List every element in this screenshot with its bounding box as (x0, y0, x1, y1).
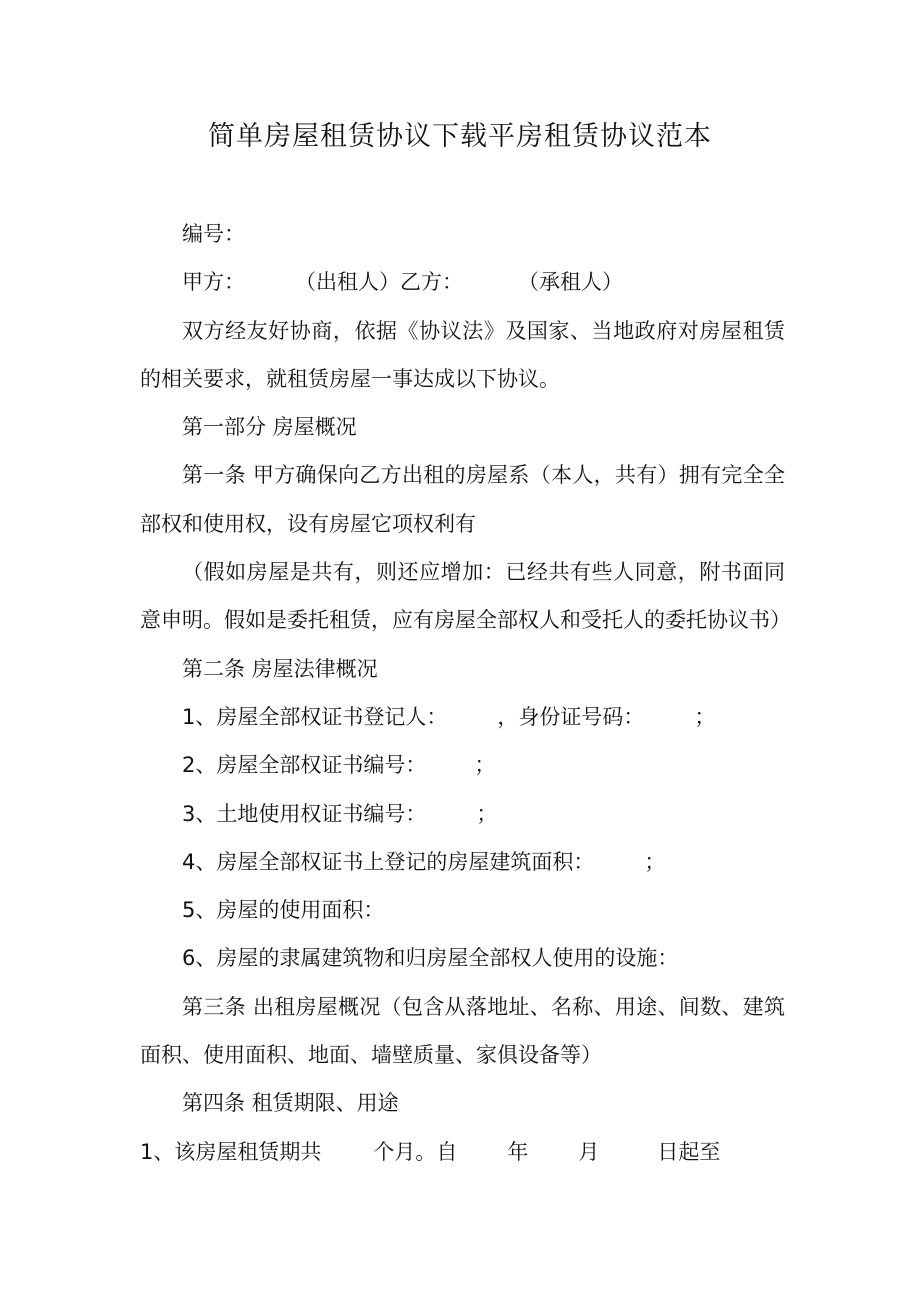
item6-line (140, 934, 785, 982)
article1-paragraph: 第一条 甲方确保向乙方出租的房屋系（本人，共有）拥有完全全部权和使用权，设有房屋它项权利有 (140, 463, 785, 536)
item5-label: 5、房屋的使用面积： (182, 898, 385, 923)
article3-paragraph: 第三条 出租房屋概况（包含从落地址、名称、用途、间数、建筑面积、使用面积、地面、墙壁质量、家俱设备等） (140, 994, 785, 1068)
intro-paragraph: 双方经友好协商，依据《协议法》及国家、当地政府对房屋租赁的相关要求，就租赁房屋一事达成以下协议。 (140, 318, 785, 391)
item1-label: 1、房屋全部权证书登记人： (182, 704, 448, 729)
item4-line (140, 838, 785, 886)
item6-label: 6、房屋的隶属建筑物和归房屋全部权人使用的设施： (182, 946, 679, 971)
document-body (140, 210, 791, 1176)
party-b-role: （承租人） (518, 270, 623, 295)
party-a-role: （出租人）乙方： (295, 270, 463, 295)
term-months: 个月。自 (373, 1139, 458, 1164)
article1-note: （假如房屋是共有，则还应增加：已经共有些人同意，附书面同意申明。假如是委托租赁，应有房屋全部权人和受托人的委托协议书） (140, 560, 791, 633)
item1-end: ； (694, 704, 716, 729)
term-prefix: 1、该房屋租赁期共 (140, 1139, 322, 1164)
article4-heading: 第四条 租赁期限、用途 (182, 1091, 399, 1116)
item2-end: ； (474, 753, 496, 778)
term-day-to: 日起至 (657, 1139, 721, 1164)
parties-line (140, 258, 785, 306)
item2-line (140, 741, 785, 789)
term-month: 月 (578, 1139, 600, 1164)
item3-label: 3、土地使用权证书编号： (182, 801, 427, 826)
number-label: 编号： (182, 222, 245, 246)
item2-label: 2、房屋全部权证书编号： (182, 753, 427, 778)
item4-label: 4、房屋全部权证书上登记的房屋建筑面积： (182, 849, 595, 874)
item5-line (140, 886, 785, 934)
part1-heading: 第一部分 房屋概况 (182, 415, 357, 440)
item3-end: ； (476, 801, 498, 826)
item3-line (140, 790, 785, 838)
term-line (140, 1128, 785, 1176)
item1-line (140, 693, 785, 741)
party-a-label: 甲方： (182, 270, 245, 295)
item1-id-label: ，身份证号码： (497, 704, 645, 729)
number-line (140, 210, 785, 258)
document-title: 简单房屋租赁协议下载平房租赁协议范本 (208, 121, 712, 152)
article2-heading: 第二条 房屋法律概况 (182, 656, 378, 681)
term-year: 年 (507, 1139, 529, 1164)
item4-end: ； (644, 849, 666, 874)
